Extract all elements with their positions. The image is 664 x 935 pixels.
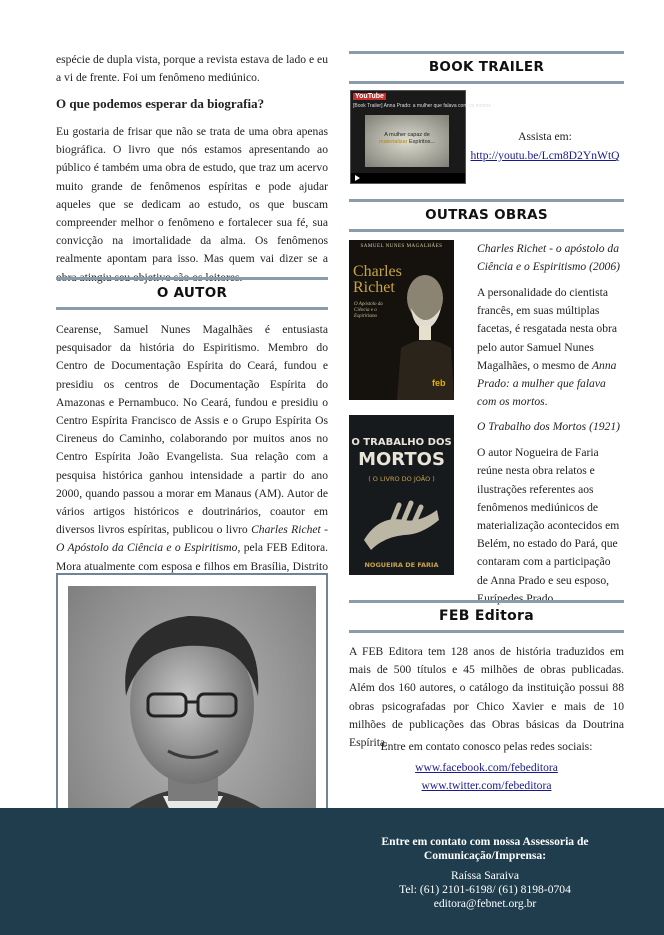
book1-text-italic: Anna Prado: a mulher que falava com os mortos	[477, 358, 617, 409]
author-paragraph	[56, 321, 328, 594]
hands-icon	[359, 495, 444, 555]
cover2-subtitle: ( O LIVRO DO JOÃO )	[368, 475, 435, 483]
video-screen-line1: A mulher capaz de	[384, 132, 430, 138]
cover2-title-line2: MORTOS	[358, 449, 445, 470]
book1-text	[477, 284, 624, 411]
other-works-title	[349, 199, 624, 232]
intro-paragraph: espécie de dupla vista, porque a revista estava de lado e eu a vi de frente. Foi um fenômeno mediúnico.	[56, 53, 328, 85]
video-thumbnail[interactable]	[350, 90, 491, 184]
youtube-logo-icon: YouTube	[355, 93, 384, 100]
watch-label: Assista em:	[518, 130, 572, 143]
feb-paragraph: A FEB Editora tem 128 anos de história traduzidos em mais de 500 títulos e 45 milhões de obras publicadas. Além dos 160 autores, o catálogo da instituição possui 88 obras psicografadas por Chico Xavier e mais de 10 milhões de publicações das Obras básicas da Doutrina Espírita.	[349, 645, 624, 750]
youtube-link[interactable]: http://youtu.be/Lcm8D2YnWtQ	[470, 149, 620, 163]
twitter-link[interactable]: www.twitter.com/febeditora	[421, 779, 552, 793]
book-trailer-title	[349, 51, 624, 84]
book-cover-trabalho-dos-mortos	[349, 415, 454, 575]
author-paragraph-start: Cearense, Samuel Nunes Magalhães é entusiasta pesquisador da história do Espiritismo. Membro do Centro de Documentação Espírita do Ceará, fundou e presidiu os centros de Documentação Espírita do Amazonas e Pernambuco. No Ceará, fundou e presidiu o Centro Espírita Francisco de Assis e o Grupo Espírita Os Cireneus do Caminho, colaborando por muitos anos no Centro Espírita João Evangelista. Sua relação com a pesquisa histórica ganhou intensidade a partir do ano 2000, quando passou a morar em Manaus (AM). Autor de vários artigos históricos e doutrinários, coautor em diversos livros espíritas, publicou o livro	[56, 323, 328, 537]
book1-title: Charles Richet - o apóstolo da Ciência e o Espiritismo (2006)	[477, 242, 620, 273]
book-trailer-title-text: BOOK TRAILER	[428, 59, 545, 75]
feb-section-title	[349, 600, 624, 633]
video-screen-line2: materializar	[379, 139, 408, 145]
book1-description	[477, 240, 624, 411]
cover1-title-line1: Charles	[353, 263, 402, 280]
cover1-title-line2: Richet	[353, 279, 395, 296]
cover1-publisher: feb	[432, 378, 446, 388]
cover2-title-line1: O TRABALHO DOS	[351, 437, 452, 448]
feb-section-title-text: FEB Editora	[438, 608, 535, 624]
footer-heading-line1: Entre em contato com nossa Assessoria de	[381, 835, 589, 848]
cover2-author: NOGUEIRA DE FARIA	[364, 561, 439, 569]
book2-text: O autor Nogueira de Faria reúne nesta obra relatos e ilustrações referentes aos fenômenos mediúnicos de materialização acontecidos em Belém, no estado do Pará, que contaram com a participação de Anna Prado e seu esposo, Eurípedes Prado.	[477, 446, 620, 605]
book2-description	[477, 418, 624, 608]
cover1-author: SAMUEL NUNES MAGALHÃES	[360, 244, 443, 249]
footer-name: Raíssa Saraiva	[451, 869, 519, 882]
video-screen	[365, 115, 449, 167]
footer-phone: Tel: (61) 2101-6198/ (61) 8198-0704	[399, 883, 571, 896]
author-book-title: Charles Richet - O Apóstolo da Ciência e o Espiritismo	[56, 523, 328, 555]
author-paragraph-end: , pela FEB Editora. Mora atualmente com esposa e filhos em Brasília, Distrito	[56, 541, 328, 573]
facebook-link[interactable]: www.facebook.com/febeditora	[415, 761, 558, 775]
book2-title: O Trabalho dos Mortos (1921)	[477, 420, 621, 433]
author-section-title	[56, 277, 328, 310]
video-caption: [Book Trailer] Anna Prado: a mulher que falava com os mortos	[353, 103, 491, 109]
footer-contact	[360, 835, 610, 911]
play-icon[interactable]	[355, 175, 360, 181]
biography-heading: O que podemos esperar da biografia?	[56, 96, 265, 111]
cover1-subtitle: O Apóstolo da Ciência e o Espiritismo	[354, 302, 383, 319]
other-works-title-text: OUTRAS OBRAS	[425, 207, 548, 223]
footer-heading-line2: Comunicação/Imprensa:	[423, 849, 547, 862]
author-section-title-text: O AUTOR	[156, 285, 228, 301]
cover1-title	[353, 264, 402, 296]
video-screen-line3: Espíritos...	[408, 139, 435, 145]
trailer-link-block	[470, 128, 620, 164]
biography-paragraph: Eu gostaria de frisar que não se trata de uma obra apenas biográfica. O livro que nós estamos apresentando ao público é também uma obra de estudo, que traz um acervo muito grande de fenômenos espíritas e pode ajudar aqueles que se dedicam ao estudo, os que buscam compreender melhor o fenômeno e fortalecer sua fé, sua convicção na imortalidade da alma. Os fenômenos realmente apontam para isso. Mas quem vai dizer se a obra atingiu seu objetivo são os leitores.	[56, 125, 328, 284]
book1-text-end: .	[544, 395, 548, 409]
footer-email[interactable]: editora@febnet.org.br	[433, 897, 537, 910]
video-controls[interactable]	[351, 173, 465, 183]
book-cover-charles-richet	[349, 240, 454, 400]
social-label: Entre em contato conosco pelas redes sociais:	[380, 740, 593, 753]
book1-text-start: A personalidade do cientista francês, em suas múltiplas facetas, é resgatada nesta obra pelo autor Samuel Nunes Magalhães, o mesmo de	[477, 286, 618, 372]
social-block	[349, 738, 624, 794]
